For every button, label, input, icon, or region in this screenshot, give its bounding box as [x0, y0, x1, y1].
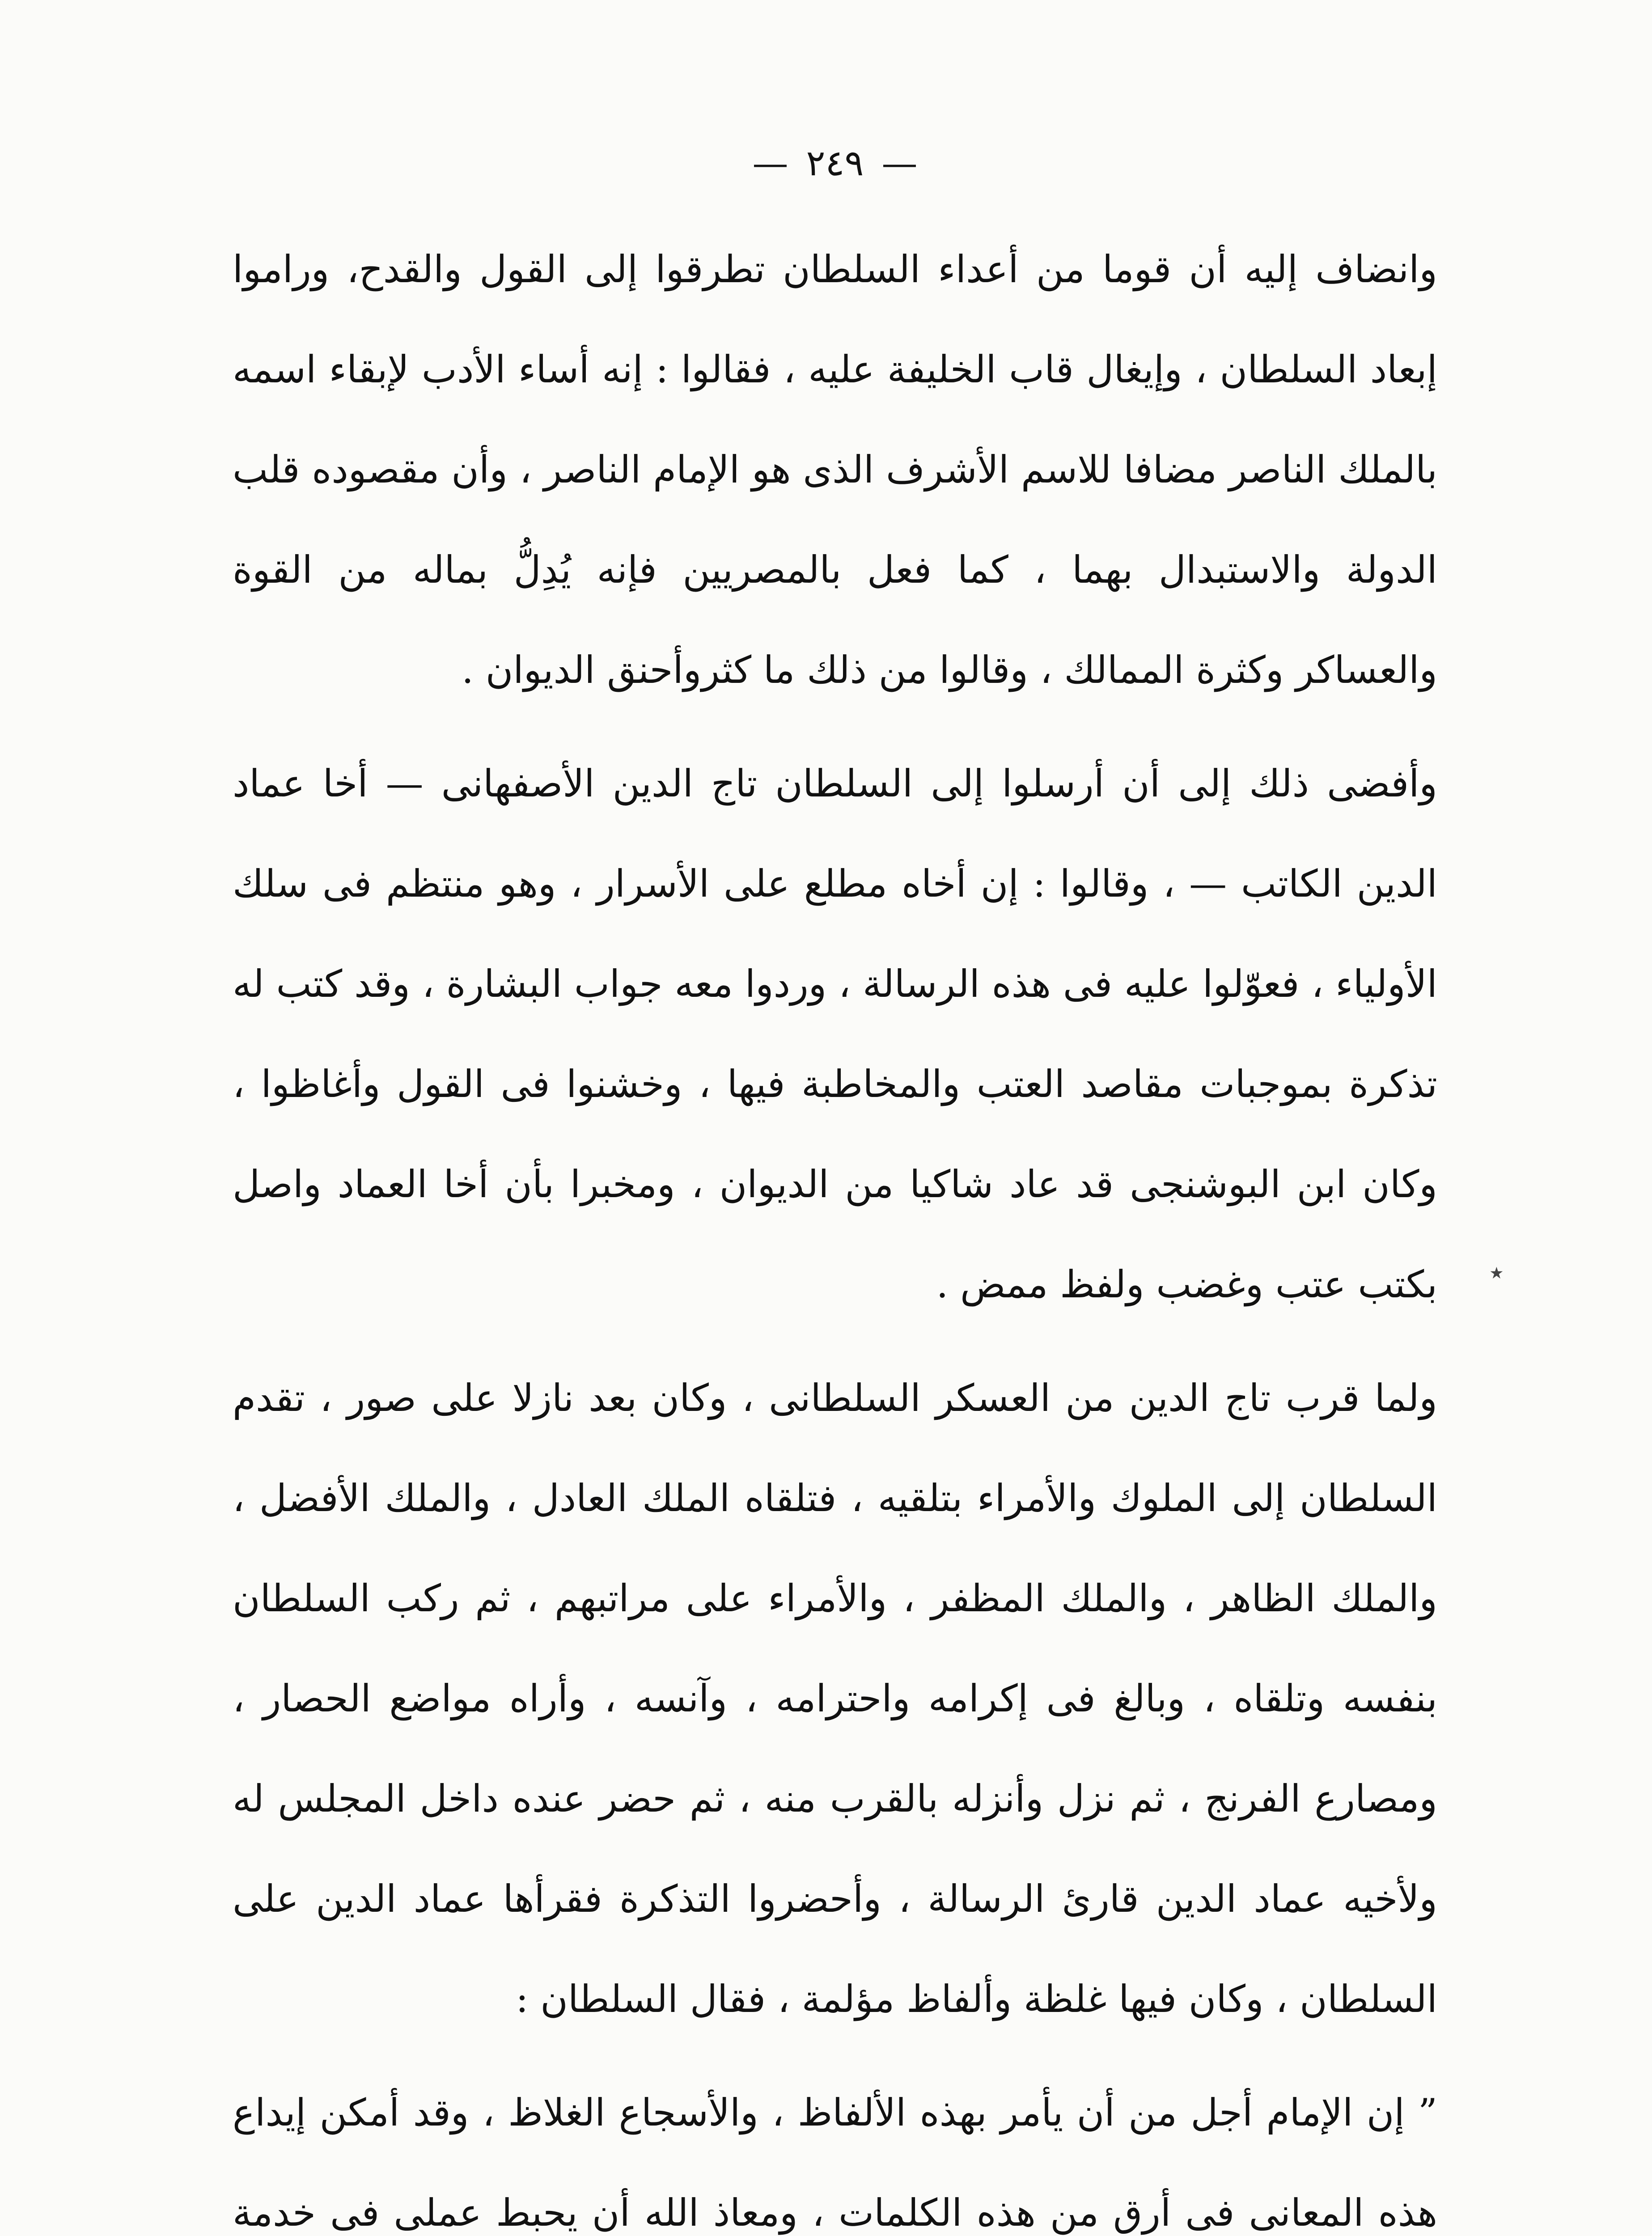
paragraph-2: وأفضى ذلك إلى أن أرسلوا إلى السلطان تاج الدين الأصفهانى — أخا عماد الدين الكاتب — ، وقالوا : إن أخاه مطلع على الأسرار ، وهو منتظم فى سلك الأولياء ، فعوّلوا عليه فى هذه الرسالة ، وردوا معه جواب البشارة ، وقد كتب له تذكرة بموجبات مقاصد العتب والمخاطبة فيها ، وخشنوا فى القول وأغاظوا ، وكان ابن البوشنجى قد عاد شاكيا من الديوان ، ومخبرا بأن أخا العماد واصل بكتب عتب وغضب ولفظ ممض . — [233, 762, 1437, 1306]
page-number: ٢٤٩ — [806, 142, 864, 184]
dash-left: — — [752, 142, 788, 184]
dash-right: — — [881, 142, 918, 184]
paragraph-4-quote: ” إن الإمام أجل من أن يأمر بهذه الألفاظ ، والأسجاع الغلاظ ، وقد أمكن إيداع هذه المعانى فى أرق من هذه الكلمات ، ومعاذ الله أن يحبط عملى فى خدمة — [233, 2091, 1437, 2235]
book-page — [233, 134, 1437, 2236]
paragraph-1: وانضاف إليه أن قوما من أعداء السلطان تطرقوا إلى القول والقدح، وراموا إبعاد السلطان ، وإيغال قاب الخليفة عليه ، فقالوا : إنه أساء الأدب لإبقاء اسمه بالملك الناصر مضافا للاسم الأشرف الذى هو الإمام الناصر ، وأن مقصوده قلب الدولة والاستبدال بهما ، كما فعل بالمصريين فإنه يُدِلُّ بماله من القوة والعساكر وكثرة الممالك ، وقالوا من ذلك ما كثروأحنق الديوان . — [233, 247, 1437, 692]
page-number-header — [233, 134, 1437, 192]
paragraph-3: ولما قرب تاج الدين من العسكر السلطانى ، وكان بعد نازلا على صور ، تقدم السلطان إلى الملوك والأمراء بتلقيه ، فتلقاه الملك العادل ، والملك الأفضل ، والملك الظاهر ، والملك المظفر ، والأمراء على مراتبهم ، ثم ركب السلطان بنفسه وتلقاه ، وبالغ فى إكرامه واحترامه ، وآنسه ، وأراه مواضع الحصار ، ومصارع الفرنج ، ثم نزل وأنزله بالقرب منه ، ثم حضر عنده داخل المجلس له ولأخيه عماد الدين قارئ الرسالة ، وأحضروا التذكرة فقرأها عماد الدين على السلطان ، وكان فيها غلظة وألفاظ مؤلمة ، فقال السلطان : — [233, 1376, 1437, 2021]
margin-asterisk-mark: ٭ — [1489, 1257, 1504, 1288]
